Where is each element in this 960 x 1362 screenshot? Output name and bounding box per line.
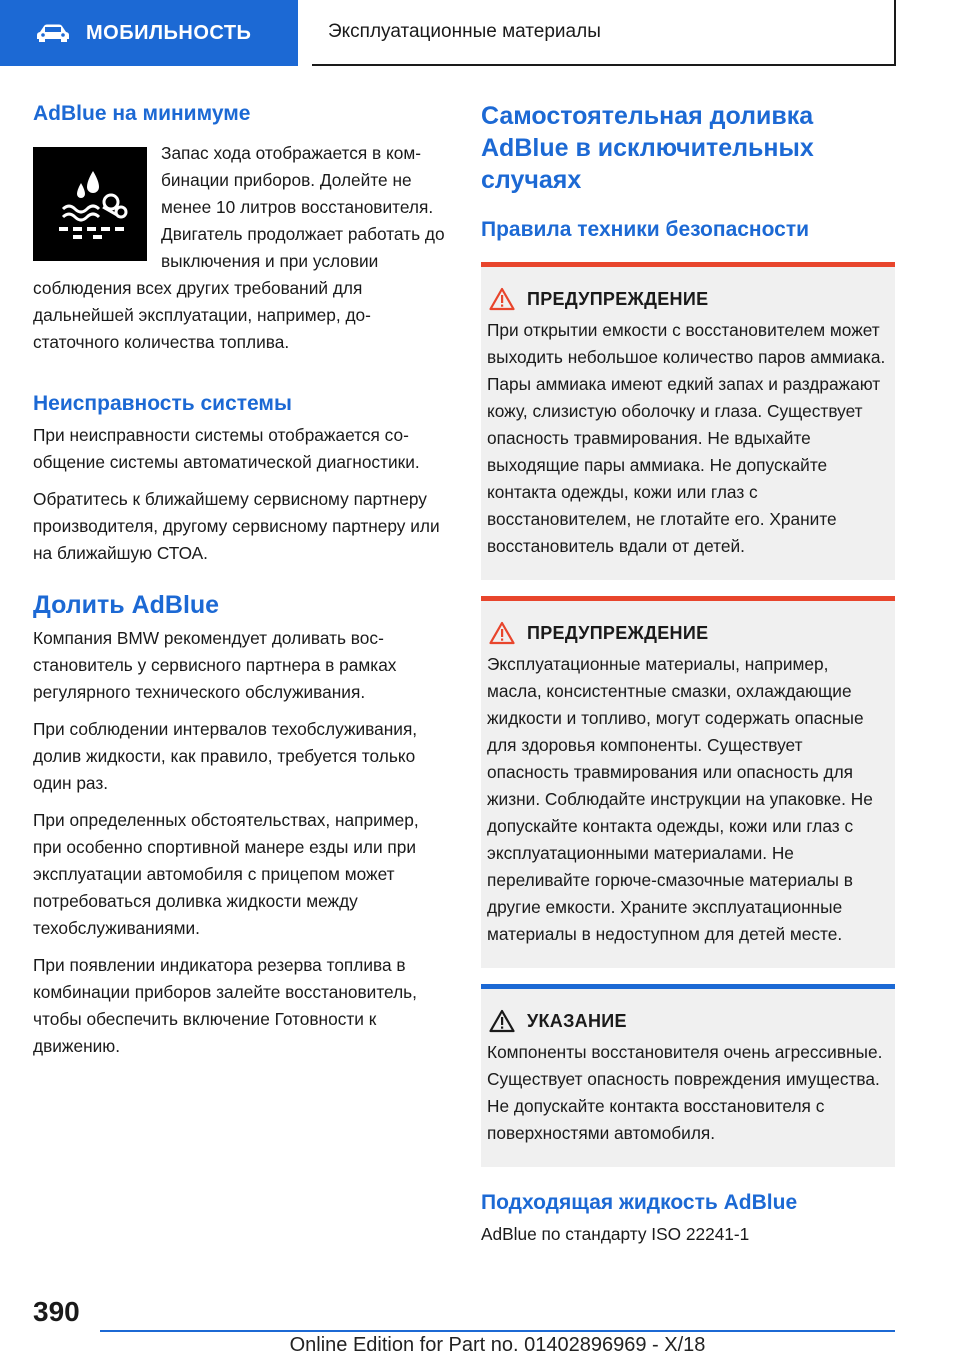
adblue-min-block: [33, 140, 445, 356]
warning-label-1: ПРЕДУПРЕЖДЕНИЕ: [527, 288, 709, 309]
refill-text-3: При определенных обстоятельствах, например, при особенно спортивной манере езды или при эксплуатации автомобиля с прицепом может потребоваться доливка жидкости между техобслуживаниями.: [33, 810, 419, 938]
left-column: [33, 100, 445, 1060]
adblue-indicator-icon: [33, 147, 147, 261]
notice-triangle-icon: [489, 1009, 515, 1033]
refill-text-4: При появлении индикатора резерва топлива в комбинации приборов залейте восстановитель, чтобы обеспечить включение Готовности к движению.: [33, 955, 417, 1056]
car-icon: [36, 23, 70, 43]
warning-box-1: [481, 262, 895, 580]
edition-footer[interactable]: Online Edition for Part no. 01402896969 - X/18: [289, 1334, 706, 1356]
warning-triangle-icon: [489, 287, 515, 311]
safety-heading: Правила техники безопасности: [481, 218, 810, 241]
notice-text: Компоненты восстановителя очень агрессивные. Существует опасность повреждения имущества. Не допускайте контакта восстановителя с поверхностями автомобиля.: [487, 1042, 883, 1143]
fluid-heading: Подходящая жидкость AdBlue: [481, 1191, 798, 1214]
right-column: [481, 100, 895, 1248]
warning-label-2: ПРЕДУПРЕЖДЕНИЕ: [527, 622, 709, 643]
refill-text-1: Компания BMW рекомендует доливать восстановитель у сервисного партнера в рамках регулярного технического обслуживания.: [33, 628, 397, 702]
malfunction-heading: Неисправность системы: [33, 392, 292, 415]
warning-box-2: [481, 596, 895, 968]
notice-box: [481, 984, 895, 1167]
chapter-tab[interactable]: [0, 0, 298, 66]
page-number: 390: [33, 1296, 80, 1327]
refill-heading: Долить AdBlue: [33, 591, 220, 619]
adblue-min-heading: AdBlue на минимуме: [33, 102, 251, 125]
footer-divider: [100, 1330, 895, 1332]
section-header: [312, 0, 896, 66]
malfunction-text-2: Обратитесь к ближайшему сервисному партнеру производителя, другому сервисному партнеру или на ближайшую СТОА.: [33, 489, 440, 563]
refill-text-2: При соблюдении интервалов техобслуживания, долив жидкости, как правило, требуется только один раз.: [33, 719, 418, 793]
section-title: Эксплуатационные материалы: [328, 21, 601, 42]
malfunction-text-1: При неисправности системы отображается сообщение системы автоматической диагностики.: [33, 425, 420, 472]
adblue-min-text: Запас хода отображается в комбинации приборов. Долейте не менее 10 литров восстановителя. Двигатель продолжает работать до выключения и при условии соблюдения всех других требований для дальнейшей эксплуатации, например, достаточного количества топлива.: [33, 143, 445, 352]
warning-text-2: Эксплуатационные материалы, например, масла, консистентные смазки, охлаждающие жидкости и топливо, могут содержать опасные для здоровья компоненты. Существует опасность травмирования или опасность для жизни. Соблюдайте инструкции на упаковке. Не допускайте контакта одежды, кожи или глаз с эксплуатационными материалами. Не переливайте горюче-смазочные материалы в другие емкости. Храните эксплуатационные материалы в недоступном для детей месте.: [487, 654, 873, 944]
warning-triangle-icon: [489, 621, 515, 645]
self-refill-heading: Самостоятельная доливка AdBlue в исключительных случаях: [481, 102, 814, 194]
fluid-text: AdBlue по стандарту ISO 22241-1: [481, 1224, 750, 1244]
chapter-title: МОБИЛЬНОСТЬ: [86, 21, 252, 44]
notice-label: УКАЗАНИЕ: [527, 1010, 627, 1031]
warning-text-1: При открытии емкости с восстановителем может выходить небольшое количество паров аммиака. Пары аммиака имеют едкий запах и раздражают кожу, слизистую оболочку и глаза. Существует опасность травмирования. Не вдыхайте выходящие пары аммиака. Не допускайте контакта одежды, кожи или глаз с восстановителем, не глотайте его. Храните восстановитель вдали от детей.: [487, 320, 886, 556]
